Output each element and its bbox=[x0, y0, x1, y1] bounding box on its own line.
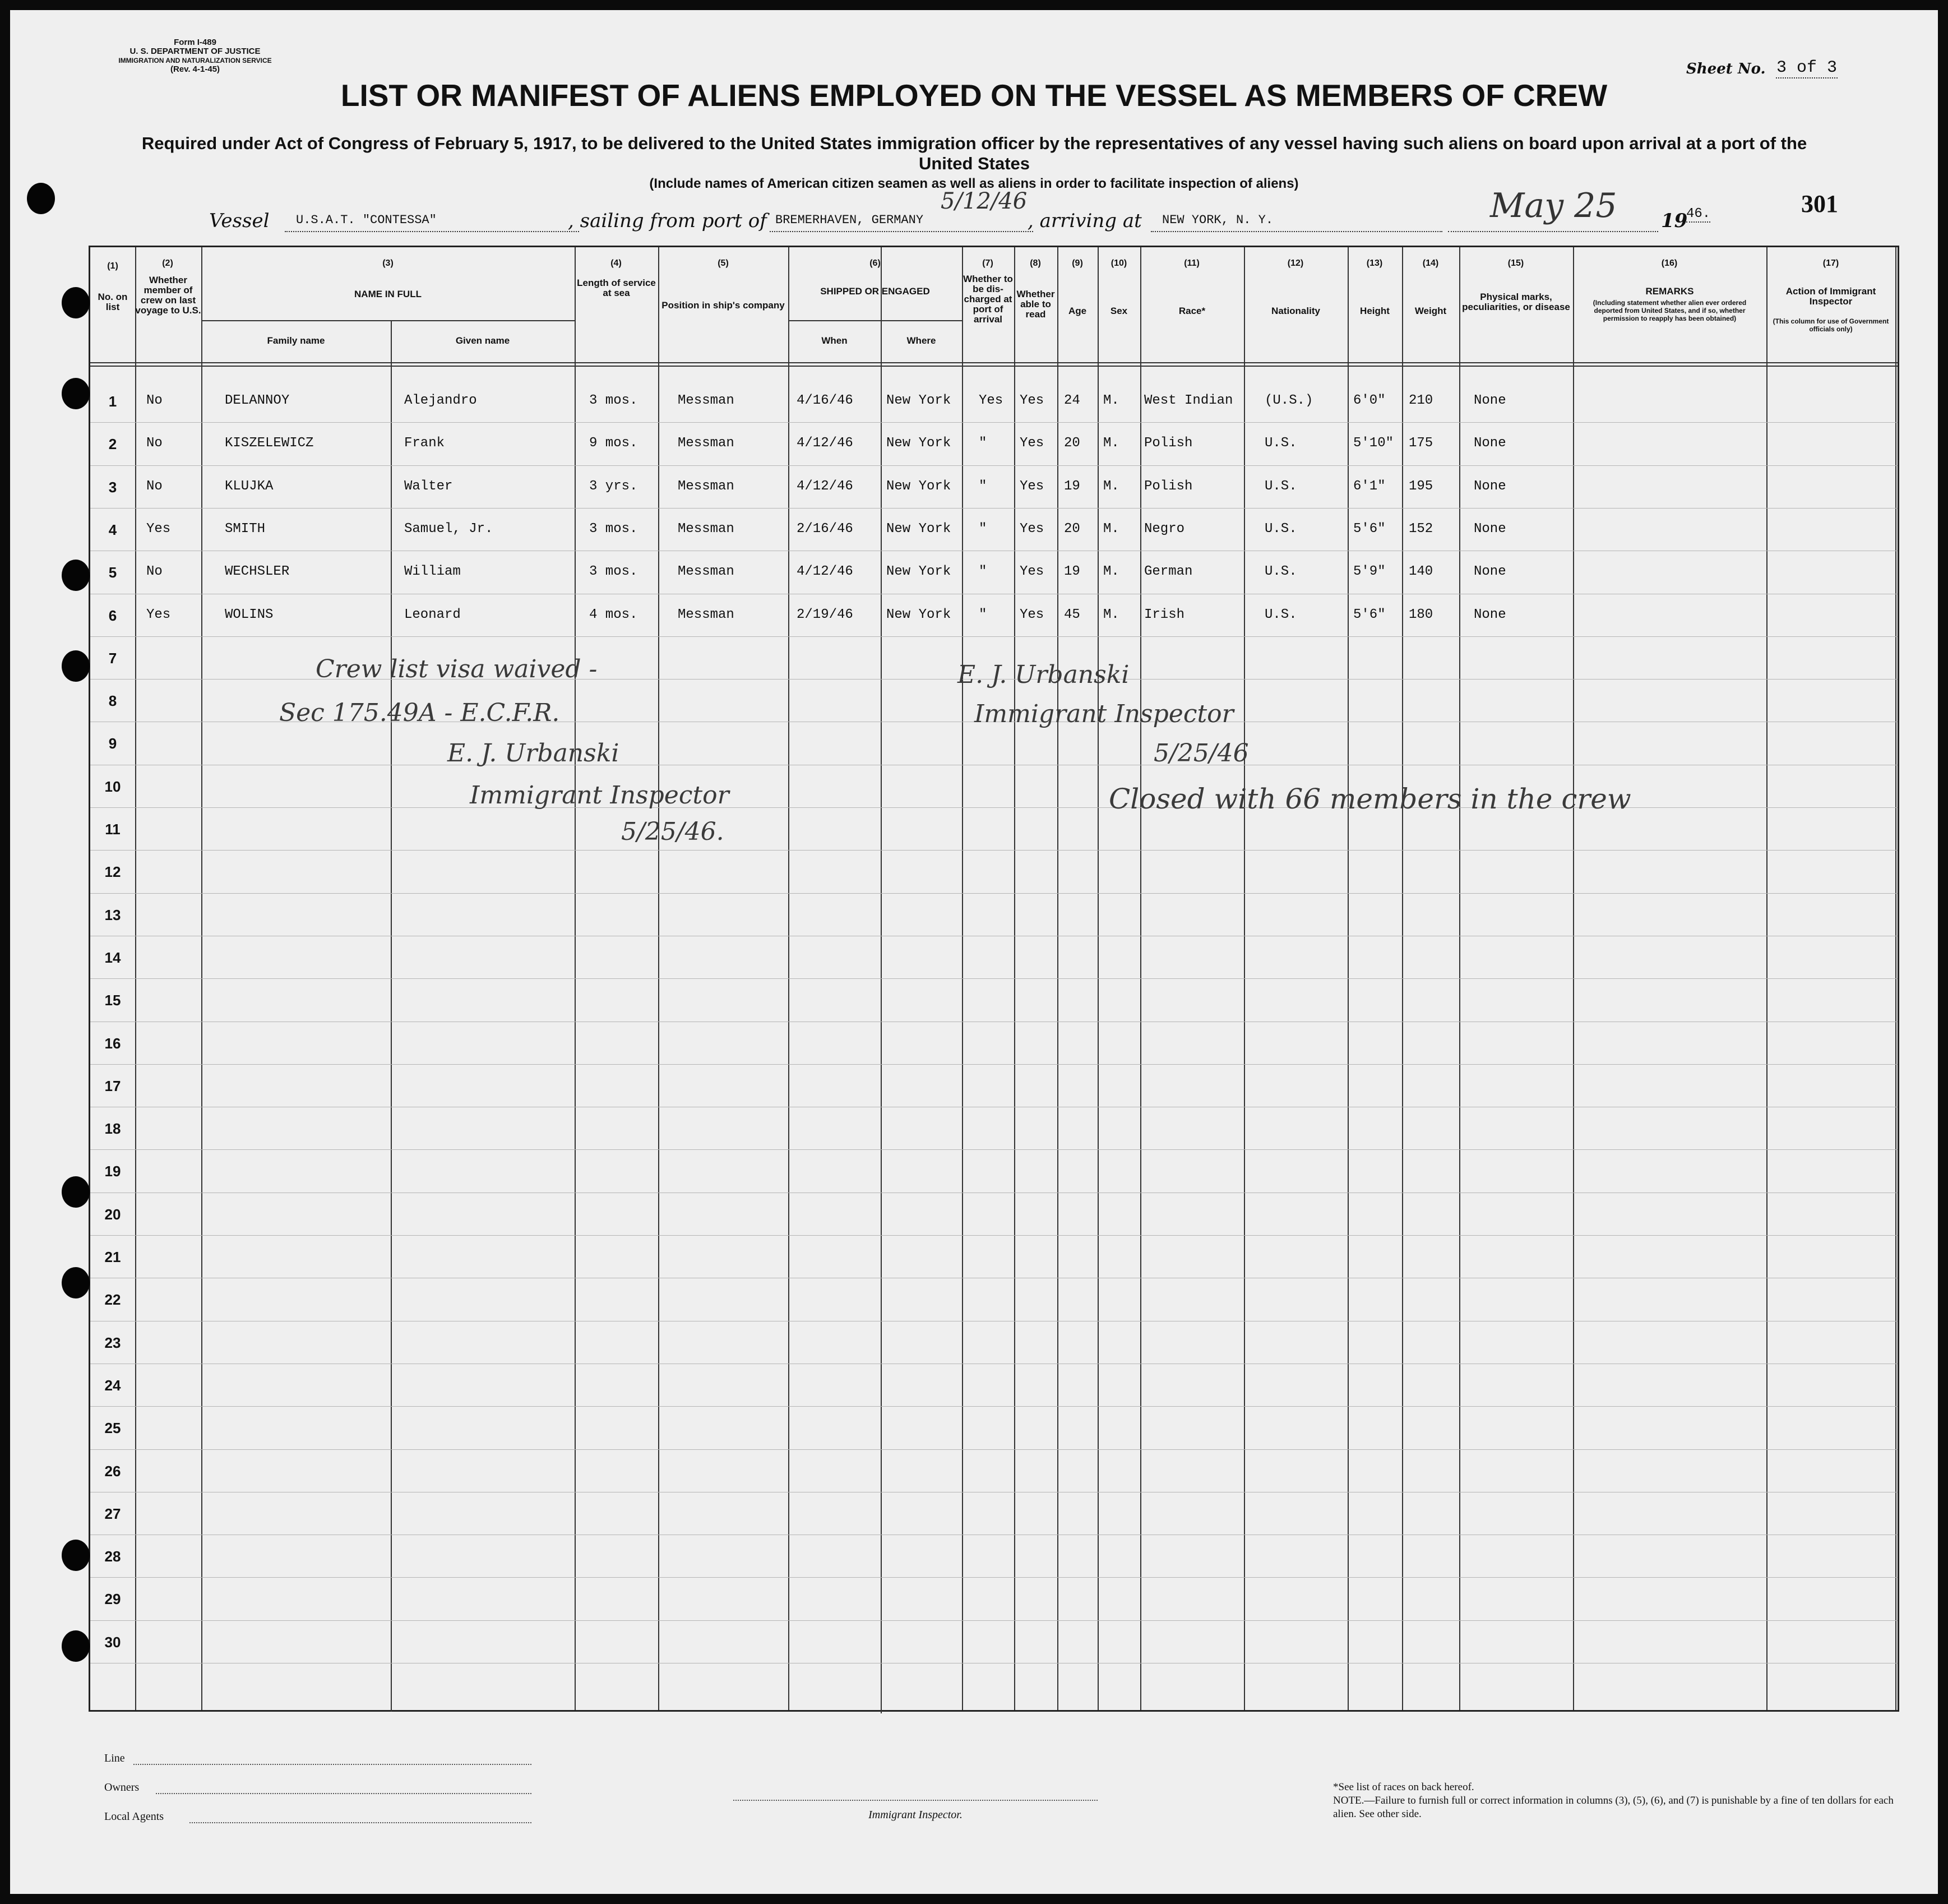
footer-owners-label: Owners bbox=[104, 1781, 140, 1794]
footer-note-penalty: NOTE.—Failure to furnish full or correct information in columns (3), (5), (6), and (7) is punishable by a fine of ten dollars for each alien. See other side. bbox=[1333, 1795, 1894, 1820]
row-number: 30 bbox=[104, 1633, 121, 1651]
cell-marks: None bbox=[1474, 564, 1506, 580]
footer-inspector-label: Immigrant Inspector. bbox=[868, 1809, 963, 1821]
cell-where: New York bbox=[886, 478, 951, 494]
row-number: 18 bbox=[104, 1120, 121, 1138]
cell-sex: M. bbox=[1103, 436, 1119, 451]
header-race: Race* bbox=[1178, 306, 1206, 316]
cell-position: Messman bbox=[678, 564, 734, 580]
cell-age: 20 bbox=[1064, 436, 1080, 451]
row-number: 9 bbox=[108, 735, 117, 752]
arriving-label: , arriving at bbox=[1028, 210, 1142, 232]
cell-given: Alejandro bbox=[404, 393, 477, 408]
punch-hole bbox=[62, 378, 90, 409]
service-name: IMMIGRATION AND NATURALIZATION SERVICE bbox=[118, 57, 272, 64]
col-num-8: (8) bbox=[1030, 258, 1041, 268]
cell-given: Leonard bbox=[404, 607, 461, 622]
row-number: 22 bbox=[104, 1291, 121, 1309]
cell-height: 6'1" bbox=[1353, 478, 1386, 494]
row-number: 8 bbox=[108, 692, 117, 710]
row-number: 10 bbox=[104, 778, 121, 795]
row-number: 29 bbox=[104, 1591, 121, 1608]
row-number: 4 bbox=[108, 521, 117, 538]
cell-marks: None bbox=[1474, 436, 1506, 451]
cell-sex: M. bbox=[1103, 607, 1119, 622]
cell-marks: None bbox=[1474, 478, 1506, 494]
col-num-6: (6) bbox=[869, 258, 881, 268]
cell-given: Samuel, Jr. bbox=[404, 521, 493, 537]
col-num-14: (14) bbox=[1422, 258, 1439, 268]
punch-hole bbox=[27, 183, 55, 214]
cell-age: 24 bbox=[1064, 393, 1080, 408]
row-number: 23 bbox=[104, 1334, 121, 1351]
cell-read: Yes bbox=[1020, 393, 1044, 408]
cell-race: Irish bbox=[1144, 607, 1185, 622]
row-number: 13 bbox=[104, 906, 121, 923]
cell-height: 5'10" bbox=[1353, 436, 1394, 451]
header-action-note: (This column for use of Government officials only) bbox=[1773, 317, 1889, 333]
cell-discharged: " bbox=[979, 436, 987, 451]
cell-given: Frank bbox=[404, 436, 445, 451]
header-sex: Sex bbox=[1110, 306, 1128, 316]
header-length-of-service: Length of service at sea bbox=[577, 278, 656, 298]
cell-age: 19 bbox=[1064, 478, 1080, 494]
cell-last-voyage: No bbox=[146, 436, 163, 451]
cell-position: Messman bbox=[678, 521, 734, 537]
cell-age: 19 bbox=[1064, 564, 1080, 580]
cell-last-voyage: Yes bbox=[146, 607, 171, 622]
cell-discharged: " bbox=[979, 521, 987, 537]
header-height: Height bbox=[1360, 306, 1390, 316]
cell-family: KISZELEWICZ bbox=[225, 436, 314, 451]
cell-race: Polish bbox=[1144, 478, 1193, 494]
arriving-port-field: NEW YORK, N. Y. bbox=[1151, 213, 1442, 232]
cell-read: Yes bbox=[1020, 478, 1044, 494]
header-action-inspector: Action of Immigrant Inspector bbox=[1785, 286, 1876, 307]
row-number: 15 bbox=[104, 992, 121, 1009]
cell-age: 20 bbox=[1064, 521, 1080, 537]
cell-nationality: U.S. bbox=[1265, 436, 1297, 451]
cell-when: 2/16/46 bbox=[797, 521, 853, 537]
header-physical-marks: Physical marks, peculiarities, or disease bbox=[1462, 292, 1570, 312]
row-number: 27 bbox=[104, 1505, 121, 1522]
punch-hole bbox=[62, 1267, 90, 1298]
sheet-number-value: 3 of 3 bbox=[1776, 58, 1838, 77]
cell-weight: 140 bbox=[1409, 564, 1433, 580]
header-weight: Weight bbox=[1414, 306, 1447, 316]
row-number: 11 bbox=[105, 821, 121, 838]
header-no-on-list: No. on list bbox=[98, 292, 128, 312]
header-name-in-full: NAME IN FULL bbox=[354, 289, 422, 299]
cell-weight: 180 bbox=[1409, 607, 1433, 622]
header-remarks: REMARKS bbox=[1645, 286, 1694, 297]
cell-weight: 210 bbox=[1409, 393, 1433, 408]
header-discharged: Whether to be dis-charged at port of arrival bbox=[963, 274, 1013, 325]
cell-given: Walter bbox=[404, 478, 453, 494]
col-num-16: (16) bbox=[1661, 258, 1678, 268]
form-number: Form I-489 bbox=[174, 38, 216, 47]
header-nationality: Nationality bbox=[1271, 306, 1320, 316]
cell-race: German bbox=[1144, 564, 1193, 580]
col-num-15: (15) bbox=[1507, 258, 1524, 268]
cell-where: New York bbox=[886, 436, 951, 451]
punch-hole bbox=[62, 287, 90, 318]
cell-sex: M. bbox=[1103, 478, 1119, 494]
year-suffix: 46. bbox=[1686, 206, 1711, 221]
cell-service: 3 mos. bbox=[589, 393, 638, 408]
cell-age: 45 bbox=[1064, 607, 1080, 622]
cell-family: DELANNOY bbox=[225, 393, 290, 408]
page-title: LIST OR MANIFEST OF ALIENS EMPLOYED ON THE VESSEL AS MEMBERS OF CREW bbox=[340, 78, 1608, 113]
cell-service: 4 mos. bbox=[589, 607, 638, 622]
row-number: 3 bbox=[108, 478, 117, 496]
handwritten-waiver-line2: Sec 175.49A - E.C.F.R. bbox=[279, 699, 560, 727]
cell-last-voyage: No bbox=[146, 393, 163, 408]
cell-last-voyage: No bbox=[146, 478, 163, 494]
cell-weight: 175 bbox=[1409, 436, 1433, 451]
cell-marks: None bbox=[1474, 521, 1506, 537]
handwritten-date-right: 5/25/46 bbox=[1154, 739, 1249, 768]
footer-notes bbox=[1333, 1781, 1894, 1821]
handwritten-waiver-line1: Crew list visa waived - bbox=[316, 655, 598, 683]
row-number: 20 bbox=[104, 1205, 121, 1223]
sailing-port-field: BREMERHAVEN, GERMANY bbox=[770, 213, 1033, 232]
cell-nationality: U.S. bbox=[1265, 478, 1297, 494]
cell-nationality: (U.S.) bbox=[1265, 393, 1313, 408]
header-shipped-engaged: SHIPPED OR ENGAGED bbox=[820, 286, 930, 297]
row-number: 16 bbox=[104, 1034, 121, 1052]
punch-hole bbox=[62, 560, 90, 591]
cell-weight: 195 bbox=[1409, 478, 1433, 494]
row-number: 12 bbox=[104, 863, 121, 881]
row-number: 19 bbox=[104, 1163, 121, 1180]
cell-where: New York bbox=[886, 564, 951, 580]
cell-race: West Indian bbox=[1144, 393, 1233, 408]
punch-hole bbox=[62, 1630, 90, 1662]
cell-service: 3 yrs. bbox=[589, 478, 638, 494]
cell-family: KLUJKA bbox=[225, 478, 274, 494]
row-number: 26 bbox=[104, 1462, 121, 1480]
cell-nationality: U.S. bbox=[1265, 607, 1297, 622]
col-num-11: (11) bbox=[1184, 258, 1200, 268]
footer-local-agents-label: Local Agents bbox=[104, 1810, 164, 1823]
cell-last-voyage: No bbox=[146, 564, 163, 580]
cell-height: 5'6" bbox=[1353, 521, 1386, 537]
cell-discharged: Yes bbox=[979, 393, 1003, 408]
subtitle-note: (Include names of American citizen seamen as well as aliens in order to facilitate inspection of aliens) bbox=[649, 176, 1299, 191]
cell-family: WECHSLER bbox=[225, 564, 290, 580]
col-num-7: (7) bbox=[982, 258, 993, 268]
vessel-name-field: U.S.A.T. "CONTESSA" bbox=[285, 213, 579, 232]
cell-read: Yes bbox=[1020, 607, 1044, 622]
col-num-12: (12) bbox=[1287, 258, 1304, 268]
cell-when: 4/16/46 bbox=[797, 393, 853, 408]
cell-sex: M. bbox=[1103, 521, 1119, 537]
row-number: 2 bbox=[108, 436, 117, 453]
cell-service: 9 mos. bbox=[589, 436, 638, 451]
footer-line-label: Line bbox=[104, 1752, 125, 1764]
row-number: 5 bbox=[108, 564, 117, 581]
cell-sex: M. bbox=[1103, 564, 1119, 580]
footer-note-races: *See list of races on back hereof. bbox=[1333, 1781, 1474, 1793]
cell-discharged: " bbox=[979, 564, 987, 580]
punch-hole bbox=[62, 1540, 90, 1571]
handwritten-date-left: 5/25/46. bbox=[621, 817, 724, 846]
cell-height: 5'9" bbox=[1353, 564, 1386, 580]
cell-marks: None bbox=[1474, 607, 1506, 622]
cell-position: Messman bbox=[678, 478, 734, 494]
cell-nationality: U.S. bbox=[1265, 521, 1297, 537]
header-age: Age bbox=[1068, 306, 1087, 316]
vessel-label: Vessel bbox=[209, 210, 270, 232]
row-number: 17 bbox=[104, 1077, 121, 1094]
row-number: 1 bbox=[108, 393, 117, 410]
handwritten-signature-right: E. J. Urbanski bbox=[957, 660, 1130, 689]
col-num-3: (3) bbox=[382, 258, 394, 268]
cell-position: Messman bbox=[678, 607, 734, 622]
cell-given: William bbox=[404, 564, 461, 580]
row-number: 14 bbox=[104, 949, 121, 966]
cell-discharged: " bbox=[979, 607, 987, 622]
col-num-17: (17) bbox=[1822, 258, 1839, 268]
punch-hole bbox=[62, 1176, 90, 1208]
cell-where: New York bbox=[886, 607, 951, 622]
department-name: U. S. DEPARTMENT OF JUSTICE bbox=[129, 47, 261, 56]
cell-position: Messman bbox=[678, 393, 734, 408]
header-able-to-read: Whether able to read bbox=[1016, 289, 1055, 320]
sailing-label: , sailing from port of bbox=[568, 210, 767, 232]
header-where: Where bbox=[906, 335, 936, 346]
cell-service: 3 mos. bbox=[589, 564, 638, 580]
header-given-name: Given name bbox=[455, 335, 510, 346]
cell-discharged: " bbox=[979, 478, 987, 494]
row-number: 25 bbox=[104, 1420, 121, 1437]
col-num-13: (13) bbox=[1366, 258, 1383, 268]
sailing-date-handwritten: 5/12/46 bbox=[941, 188, 1028, 214]
cell-height: 6'0" bbox=[1353, 393, 1386, 408]
row-number: 24 bbox=[104, 1376, 121, 1394]
col-num-2: (2) bbox=[162, 258, 173, 268]
cell-family: WOLINS bbox=[225, 607, 274, 622]
row-number: 6 bbox=[108, 607, 117, 624]
cell-when: 4/12/46 bbox=[797, 478, 853, 494]
header-family-name: Family name bbox=[267, 335, 325, 346]
cell-race: Polish bbox=[1144, 436, 1193, 451]
header-position: Position in ship's company bbox=[661, 300, 785, 311]
punch-hole bbox=[62, 650, 90, 682]
row-number: 7 bbox=[108, 649, 117, 667]
cell-read: Yes bbox=[1020, 521, 1044, 537]
manifest-sheet bbox=[10, 10, 1938, 1894]
cell-read: Yes bbox=[1020, 436, 1044, 451]
cell-service: 3 mos. bbox=[589, 521, 638, 537]
cell-family: SMITH bbox=[225, 521, 266, 537]
row-number: 28 bbox=[104, 1548, 121, 1565]
col-num-1: (1) bbox=[107, 261, 118, 271]
col-num-4: (4) bbox=[610, 258, 622, 268]
cell-height: 5'6" bbox=[1353, 607, 1386, 622]
sheet-number-label: Sheet No. bbox=[1686, 61, 1766, 77]
cell-nationality: U.S. bbox=[1265, 564, 1297, 580]
cell-last-voyage: Yes bbox=[146, 521, 171, 537]
handwritten-signature-left: E. J. Urbanski bbox=[447, 739, 619, 768]
cell-when: 4/12/46 bbox=[797, 436, 853, 451]
header-when: When bbox=[821, 335, 848, 346]
col-num-5: (5) bbox=[718, 258, 729, 268]
cell-where: New York bbox=[886, 521, 951, 537]
cell-when: 4/12/46 bbox=[797, 564, 853, 580]
col-num-9: (9) bbox=[1072, 258, 1083, 268]
header-last-voyage: Whether member of crew on last voyage to U.S. bbox=[135, 275, 201, 316]
row-number: 21 bbox=[104, 1249, 121, 1265]
cell-position: Messman bbox=[678, 436, 734, 451]
crew-table bbox=[89, 246, 1899, 1712]
cell-where: New York bbox=[886, 393, 951, 408]
cell-read: Yes bbox=[1020, 564, 1044, 580]
header-remarks-note: (Including statement whether alien ever ordered deported from United States, and if so, whether permission to reapply has been obtained) bbox=[1593, 299, 1747, 322]
handwritten-closed-note: Closed with 66 members in the crew bbox=[1109, 783, 1631, 815]
document-number: 301 bbox=[1801, 190, 1838, 218]
cell-when: 2/19/46 bbox=[797, 607, 853, 622]
revision-date: (Rev. 4-1-45) bbox=[170, 64, 220, 74]
handwritten-inspector-left: Immigrant Inspector bbox=[470, 781, 729, 810]
cell-weight: 152 bbox=[1409, 521, 1433, 537]
cell-race: Negro bbox=[1144, 521, 1185, 537]
form-identifier bbox=[94, 38, 296, 74]
handwritten-inspector-right: Immigrant Inspector bbox=[974, 700, 1234, 728]
arrival-date-handwritten: May 25 bbox=[1490, 186, 1617, 225]
cell-sex: M. bbox=[1103, 393, 1119, 408]
subtitle: Required under Act of Congress of February 5, 1917, to be delivered to the United States immigration officer by the representatives of any vessel having such aliens on board upon arrival at a port of the United States bbox=[141, 133, 1807, 173]
cell-marks: None bbox=[1474, 393, 1506, 408]
year-prefix: 19 bbox=[1661, 210, 1688, 232]
col-num-10: (10) bbox=[1111, 258, 1127, 268]
